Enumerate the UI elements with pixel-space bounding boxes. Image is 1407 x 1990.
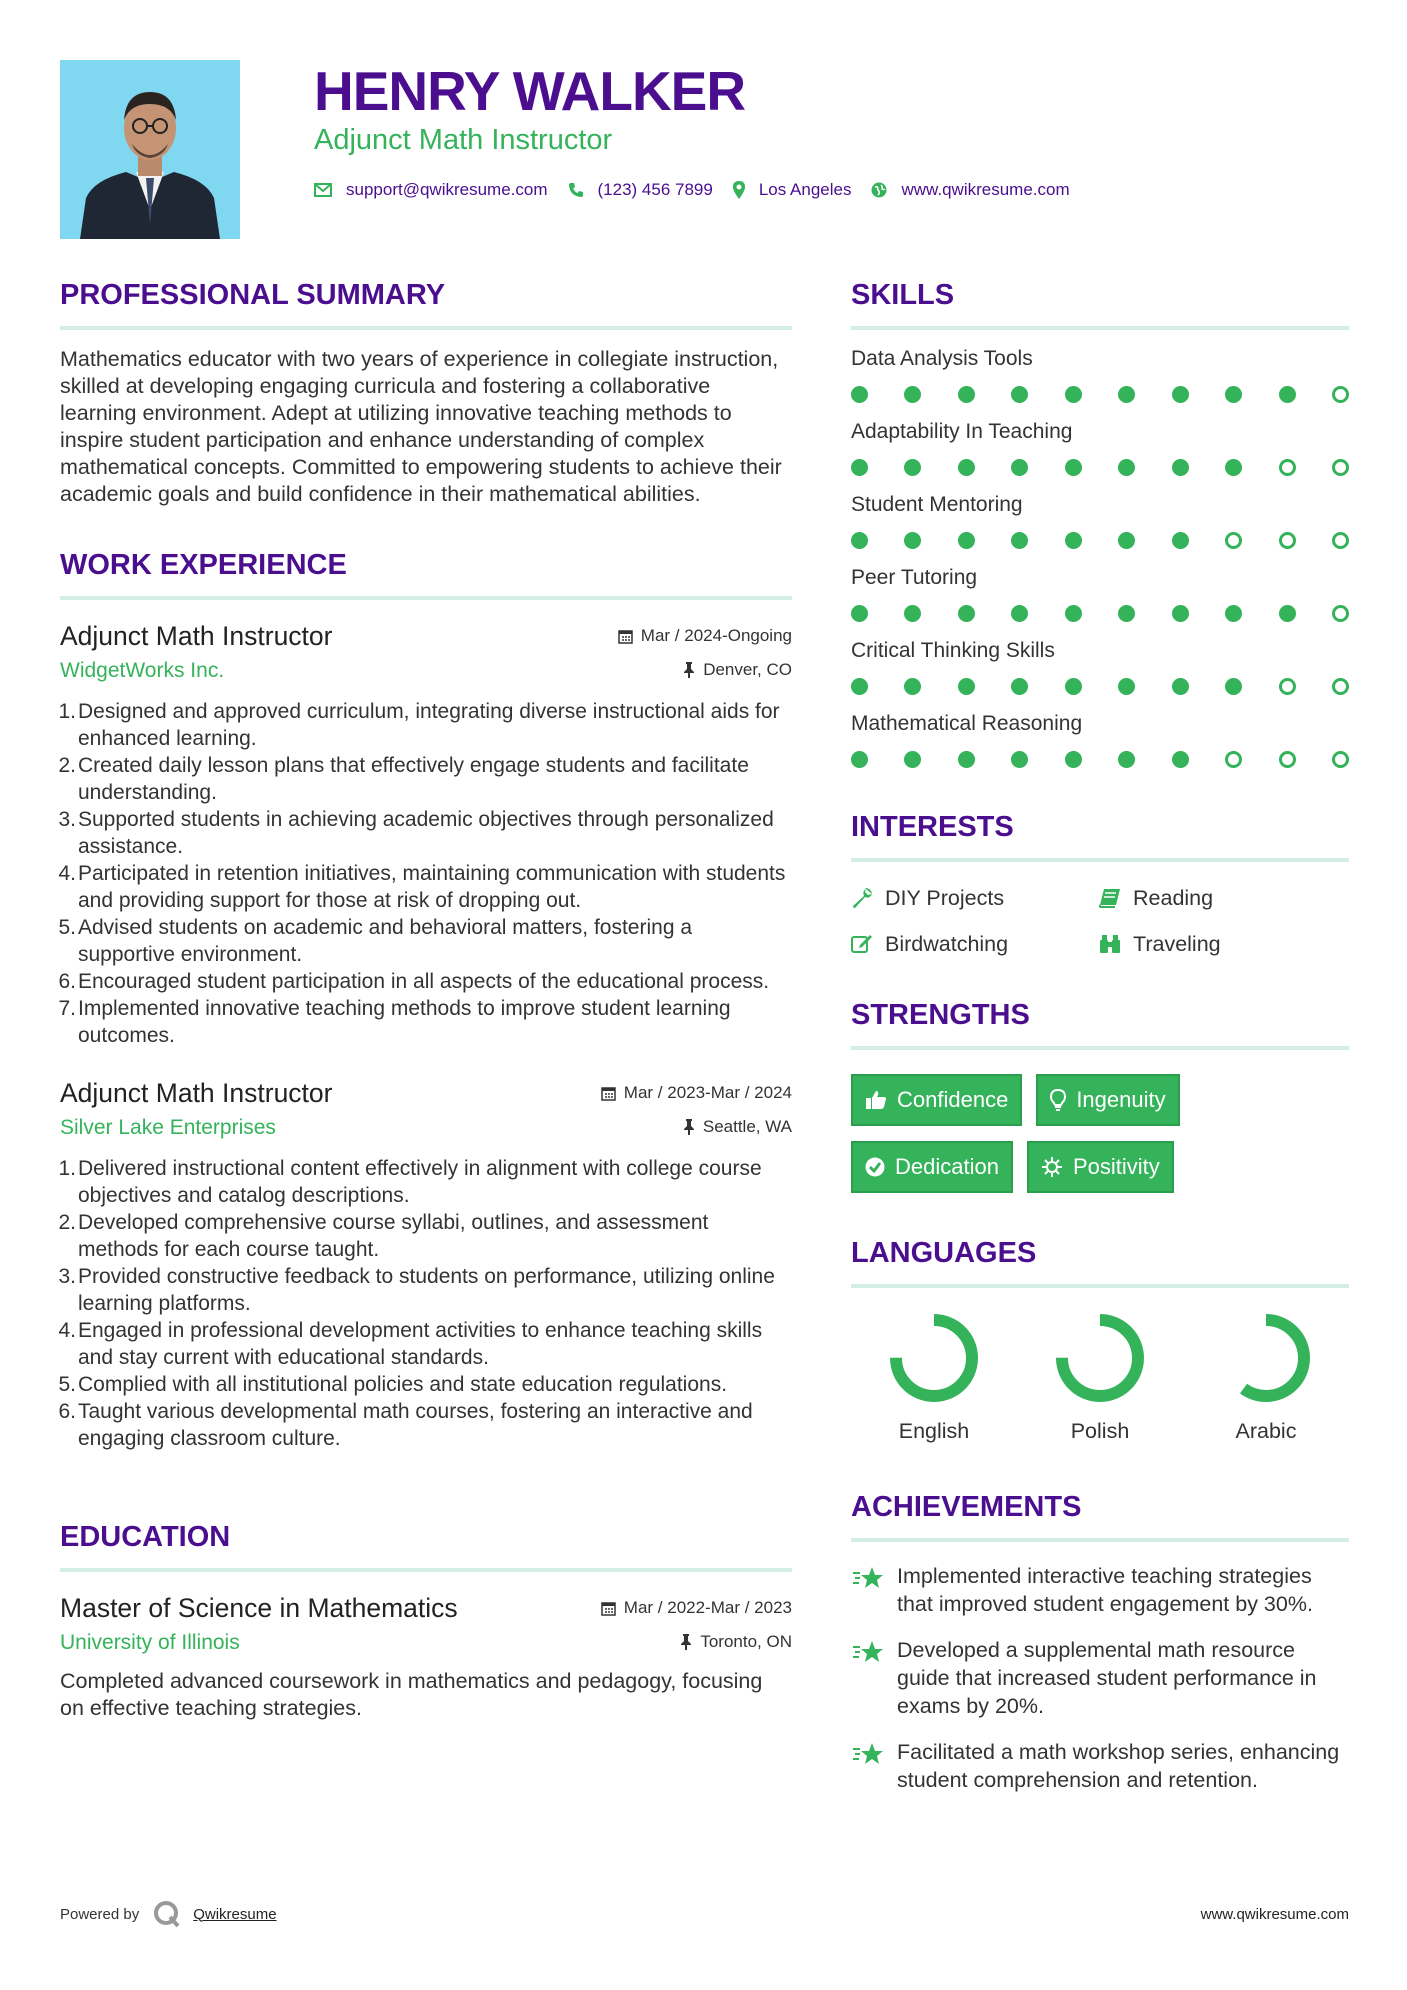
pushpin-icon (680, 1634, 692, 1650)
rating-dot-filled (1279, 605, 1296, 622)
strength-badge (1027, 1141, 1174, 1193)
skill-rating (851, 386, 1349, 403)
achievement-item (851, 1738, 1349, 1794)
sun-icon (1041, 1156, 1063, 1178)
job-company: WidgetWorks Inc. (60, 659, 225, 682)
education-date (601, 1598, 792, 1618)
job-bullets (60, 698, 792, 1049)
rating-dot-filled (1065, 751, 1082, 768)
bullet-text: Designed and approved curriculum, integrating diverse instructional aids for enhanced learning. (78, 700, 780, 750)
rating-dot-filled (1172, 386, 1189, 403)
rating-dot-filled (1118, 386, 1135, 403)
contact-phone[interactable] (568, 180, 713, 200)
bullet-text: Created daily lesson plans that effectively engage students and facilitate understanding. (78, 754, 749, 804)
list-item (60, 1209, 792, 1263)
skills-section (851, 270, 1349, 768)
interest-label: DIY Projects (885, 886, 1005, 910)
rating-dot-filled (904, 386, 921, 403)
rating-dot-filled (1011, 532, 1028, 549)
job-entry (60, 618, 792, 1049)
book-icon (1099, 888, 1121, 908)
job-location-text: Seattle, WA (702, 1117, 792, 1136)
language-progress-ring (1220, 1312, 1312, 1404)
section-divider (60, 596, 792, 600)
calendar-icon (601, 1601, 616, 1616)
degree-title: Master of Science in Mathematics (60, 1593, 458, 1623)
education-section (60, 1512, 792, 1722)
languages-section (851, 1228, 1349, 1446)
section-divider (851, 326, 1349, 330)
rating-dot-filled (1172, 751, 1189, 768)
contact-email[interactable] (314, 180, 548, 200)
list-number: 5. (58, 916, 76, 939)
email-text: support@qwikresume.com (346, 180, 548, 199)
rating-dot-filled (851, 605, 868, 622)
rating-dot-filled (851, 386, 868, 403)
language-progress-ring (1054, 1312, 1146, 1404)
job-title: Adjunct Math Instructor (60, 1078, 333, 1108)
list-item (60, 1317, 792, 1371)
rating-dot-filled (1225, 459, 1242, 476)
rating-dot-filled (1172, 605, 1189, 622)
education-location (680, 1632, 792, 1652)
rating-dot-filled (1279, 386, 1296, 403)
list-number: 2. (58, 754, 76, 777)
rating-dot-filled (1011, 751, 1028, 768)
section-divider (851, 1538, 1349, 1542)
contact-website[interactable] (871, 180, 1069, 200)
list-number: 4. (58, 1319, 76, 1342)
qwikresume-logo-icon (153, 1900, 181, 1928)
achievement-text: Implemented interactive teaching strategies that improved student engagement by 30%. (897, 1564, 1313, 1616)
skill-name: Data Analysis Tools (851, 347, 1033, 370)
star-award-icon (851, 1638, 885, 1666)
star-award-icon (851, 1564, 885, 1592)
powered-by-text: Powered by (60, 1905, 140, 1923)
skill-rating (851, 532, 1349, 549)
rating-dot-filled (904, 678, 921, 695)
skill-name: Adaptability In Teaching (851, 420, 1073, 443)
qwikresume-link[interactable]: Qwikresume (193, 1905, 277, 1923)
experience-heading: WORK EXPERIENCE (60, 549, 347, 581)
rating-dot-filled (1225, 386, 1242, 403)
list-item (60, 860, 792, 914)
interest-label: Traveling (1133, 932, 1221, 956)
job-company: Silver Lake Enterprises (60, 1116, 276, 1139)
language-label: English (898, 1419, 970, 1443)
section-divider (60, 1568, 792, 1572)
list-item (60, 1155, 792, 1209)
phone-icon (568, 182, 584, 198)
achievement-item (851, 1562, 1349, 1618)
profile-photo (60, 60, 240, 239)
list-number: 6. (58, 1400, 76, 1423)
language-item (851, 1312, 1017, 1446)
experience-section (60, 540, 792, 1452)
section-divider (851, 1284, 1349, 1288)
strength-badge (851, 1141, 1013, 1193)
rating-dot-filled (1118, 532, 1135, 549)
languages-heading: LANGUAGES (851, 1237, 1037, 1269)
education-heading: EDUCATION (60, 1521, 231, 1553)
bullet-text: Advised students on academic and behavioral matters, fostering a supportive environment. (78, 916, 693, 966)
skill-name: Student Mentoring (851, 493, 1023, 516)
list-number: 4. (58, 862, 76, 885)
location-text: Los Angeles (758, 180, 852, 199)
strengths-list (851, 1074, 1349, 1208)
list-item (60, 1398, 792, 1452)
strength-label: Ingenuity (1076, 1087, 1166, 1112)
section-divider (60, 326, 792, 330)
interest-label: Birdwatching (885, 932, 1009, 956)
skill-rating (851, 678, 1349, 695)
rating-dot-empty (1279, 459, 1296, 476)
list-item (60, 806, 792, 860)
interest-label: Reading (1133, 886, 1214, 910)
check-circle-icon (865, 1157, 885, 1177)
strength-label: Confidence (897, 1087, 1009, 1112)
rating-dot-filled (1225, 605, 1242, 622)
language-progress-ring (888, 1312, 980, 1404)
list-item (60, 995, 792, 1049)
bullet-text: Developed comprehensive course syllabi, outlines, and assessment methods for each course taught. (78, 1211, 709, 1261)
rating-dot-empty (1225, 532, 1242, 549)
rating-dot-filled (1065, 459, 1082, 476)
job-title: Adjunct Math Instructor (60, 621, 333, 651)
bullet-text: Delivered instructional content effectively in alignment with college course objectives and catalog descriptions. (78, 1157, 762, 1207)
summary-section (60, 270, 792, 508)
rating-dot-filled (904, 751, 921, 768)
education-date-text: Mar / 2022-Mar / 2023 (623, 1598, 792, 1617)
interest-item (1099, 928, 1347, 960)
rating-dot-filled (851, 678, 868, 695)
bullet-text: Taught various developmental math courses, fostering an interactive and engaging classroom culture. (78, 1400, 753, 1450)
strength-badge (1036, 1074, 1179, 1126)
footer-powered-by (60, 1900, 277, 1928)
skill-name: Mathematical Reasoning (851, 712, 1083, 735)
list-item (60, 698, 792, 752)
achievement-item (851, 1636, 1349, 1720)
binoculars-icon (1099, 934, 1121, 954)
rating-dot-empty (1332, 386, 1349, 403)
bullet-text: Engaged in professional development activities to enhance teaching skills and stay current with educational standards. (78, 1319, 763, 1369)
job-date-text: Mar / 2024-Ongoing (640, 626, 792, 645)
bullet-text: Implemented innovative teaching methods to improve student learning outcomes. (78, 997, 731, 1047)
rating-dot-empty (1225, 751, 1242, 768)
job-entry (60, 1075, 792, 1452)
rating-dot-filled (1172, 459, 1189, 476)
globe-icon (871, 182, 887, 198)
thumbs-up-icon (865, 1090, 887, 1110)
rating-dot-filled (958, 459, 975, 476)
list-item (60, 968, 792, 995)
strength-label: Positivity (1072, 1154, 1160, 1179)
list-number: 2. (58, 1211, 76, 1234)
rating-dot-filled (958, 605, 975, 622)
rating-dot-filled (1065, 386, 1082, 403)
rating-dot-filled (1172, 532, 1189, 549)
rating-dot-filled (1172, 678, 1189, 695)
job-location (683, 660, 792, 680)
right-column (851, 270, 1349, 1794)
achievements-section (851, 1482, 1349, 1794)
list-number: 3. (58, 808, 76, 831)
achievement-text: Developed a supplemental math resource guide that increased student performance in exams by 20%. (897, 1638, 1317, 1718)
interests-section (851, 802, 1349, 960)
section-divider (851, 858, 1349, 862)
rating-dot-filled (851, 532, 868, 549)
rating-dot-empty (1332, 751, 1349, 768)
list-number: 5. (58, 1373, 76, 1396)
rating-dot-filled (851, 751, 868, 768)
list-number: 1. (58, 1157, 76, 1180)
achievements-heading: ACHIEVEMENTS (851, 1491, 1082, 1523)
rating-dot-filled (1118, 605, 1135, 622)
list-item (60, 752, 792, 806)
list-number: 6. (58, 970, 76, 993)
rating-dot-filled (958, 532, 975, 549)
bullet-text: Complied with all institutional policies and state education regulations. (78, 1373, 728, 1396)
rating-dot-filled (1065, 532, 1082, 549)
skill-name: Critical Thinking Skills (851, 639, 1055, 662)
skill-rating (851, 751, 1349, 768)
map-pin-icon (733, 181, 745, 199)
rating-dot-empty (1332, 605, 1349, 622)
list-item (60, 914, 792, 968)
job-location (683, 1117, 792, 1137)
rating-dot-filled (1225, 678, 1242, 695)
rating-dot-filled (904, 532, 921, 549)
languages-list (851, 1312, 1349, 1446)
rating-dot-filled (851, 459, 868, 476)
rating-dot-filled (1065, 678, 1082, 695)
bullet-text: Encouraged student participation in all aspects of the educational process. (78, 970, 770, 993)
rating-dot-filled (1011, 459, 1028, 476)
wrench-icon (851, 887, 873, 909)
candidate-name: HENRY WALKER (314, 60, 746, 122)
job-date (618, 626, 792, 646)
education-location-text: Toronto, ON (700, 1632, 792, 1651)
rating-dot-empty (1279, 751, 1296, 768)
job-bullets (60, 1155, 792, 1452)
interest-item (851, 882, 1099, 914)
rating-dot-empty (1332, 459, 1349, 476)
rating-dot-empty (1332, 532, 1349, 549)
rating-dot-filled (1118, 678, 1135, 695)
rating-dot-filled (904, 605, 921, 622)
school-name: University of Illinois (60, 1631, 240, 1654)
envelope-icon (314, 183, 332, 197)
language-item (1017, 1312, 1183, 1446)
job-date (601, 1083, 792, 1103)
education-entry (60, 1590, 792, 1722)
skill-name: Peer Tutoring (851, 566, 978, 589)
bullet-text: Provided constructive feedback to students on performance, utilizing online learning platforms. (78, 1265, 775, 1315)
rating-dot-filled (1118, 459, 1135, 476)
education-description: Completed advanced coursework in mathematics and pedagogy, focusing on effective teaching strategies. (60, 1669, 763, 1720)
bullet-text: Participated in retention initiatives, maintaining communication with students and providing support for those at risk of dropping out. (78, 862, 786, 912)
rating-dot-filled (958, 751, 975, 768)
job-location-text: Denver, CO (703, 660, 792, 679)
rating-dot-filled (1065, 605, 1082, 622)
list-item (60, 1263, 792, 1317)
rating-dot-empty (1279, 678, 1296, 695)
skills-heading: SKILLS (851, 279, 955, 311)
bullet-text: Supported students in achieving academic objectives through personalized assistance. (78, 808, 774, 858)
lightbulb-icon (1050, 1089, 1066, 1111)
left-column (60, 270, 792, 1722)
language-label: Arabic (1235, 1419, 1297, 1443)
interest-item (851, 928, 1099, 960)
strengths-section (851, 990, 1349, 1208)
rating-dot-filled (958, 678, 975, 695)
list-number: 7. (58, 997, 76, 1020)
strength-badge (851, 1074, 1022, 1126)
star-award-icon (851, 1740, 885, 1768)
summary-text: Mathematics educator with two years of experience in collegiate instruction, skilled at developing engaging curricula and fostering a collaborative learning environment. Adept at utilizing innovative teaching methods to inspire student participation and enhance understanding of complex mathematical concepts. Committed to empowering students to achieve their academic goals and build confidence in their mathematical abilities. (60, 347, 782, 506)
strengths-heading: STRENGTHS (851, 999, 1030, 1031)
candidate-title: Adjunct Math Instructor (314, 124, 613, 156)
job-date-text: Mar / 2023-Mar / 2024 (623, 1083, 792, 1102)
interests-list (851, 882, 1349, 960)
rating-dot-filled (1118, 751, 1135, 768)
phone-text: (123) 456 7899 (597, 180, 713, 199)
website-text: www.qwikresume.com (901, 180, 1070, 199)
footer-website[interactable]: www.qwikresume.com (1200, 1906, 1349, 1923)
achievement-text: Facilitated a math workshop series, enhancing student comprehension and retention. (897, 1740, 1340, 1792)
calendar-icon (601, 1086, 616, 1101)
list-number: 1. (58, 700, 76, 723)
summary-heading: PROFESSIONAL SUMMARY (60, 279, 446, 311)
pushpin-icon (683, 662, 695, 678)
language-item (1183, 1312, 1349, 1446)
rating-dot-filled (1011, 605, 1028, 622)
list-item (60, 1371, 792, 1398)
skill-rating (851, 459, 1349, 476)
rating-dot-filled (1011, 678, 1028, 695)
interests-heading: INTERESTS (851, 811, 1014, 843)
rating-dot-filled (958, 386, 975, 403)
contact-bar (314, 178, 1090, 202)
rating-dot-filled (904, 459, 921, 476)
interest-item (1099, 882, 1347, 914)
skill-rating (851, 605, 1349, 622)
section-divider (851, 1046, 1349, 1050)
pushpin-icon (683, 1119, 695, 1135)
rating-dot-filled (1011, 386, 1028, 403)
contact-location (733, 180, 852, 200)
edit-icon (851, 934, 873, 954)
calendar-icon (618, 629, 633, 644)
strength-label: Dedication (895, 1154, 999, 1179)
rating-dot-empty (1332, 678, 1349, 695)
language-label: Polish (1070, 1419, 1130, 1443)
list-number: 3. (58, 1265, 76, 1288)
rating-dot-empty (1279, 532, 1296, 549)
